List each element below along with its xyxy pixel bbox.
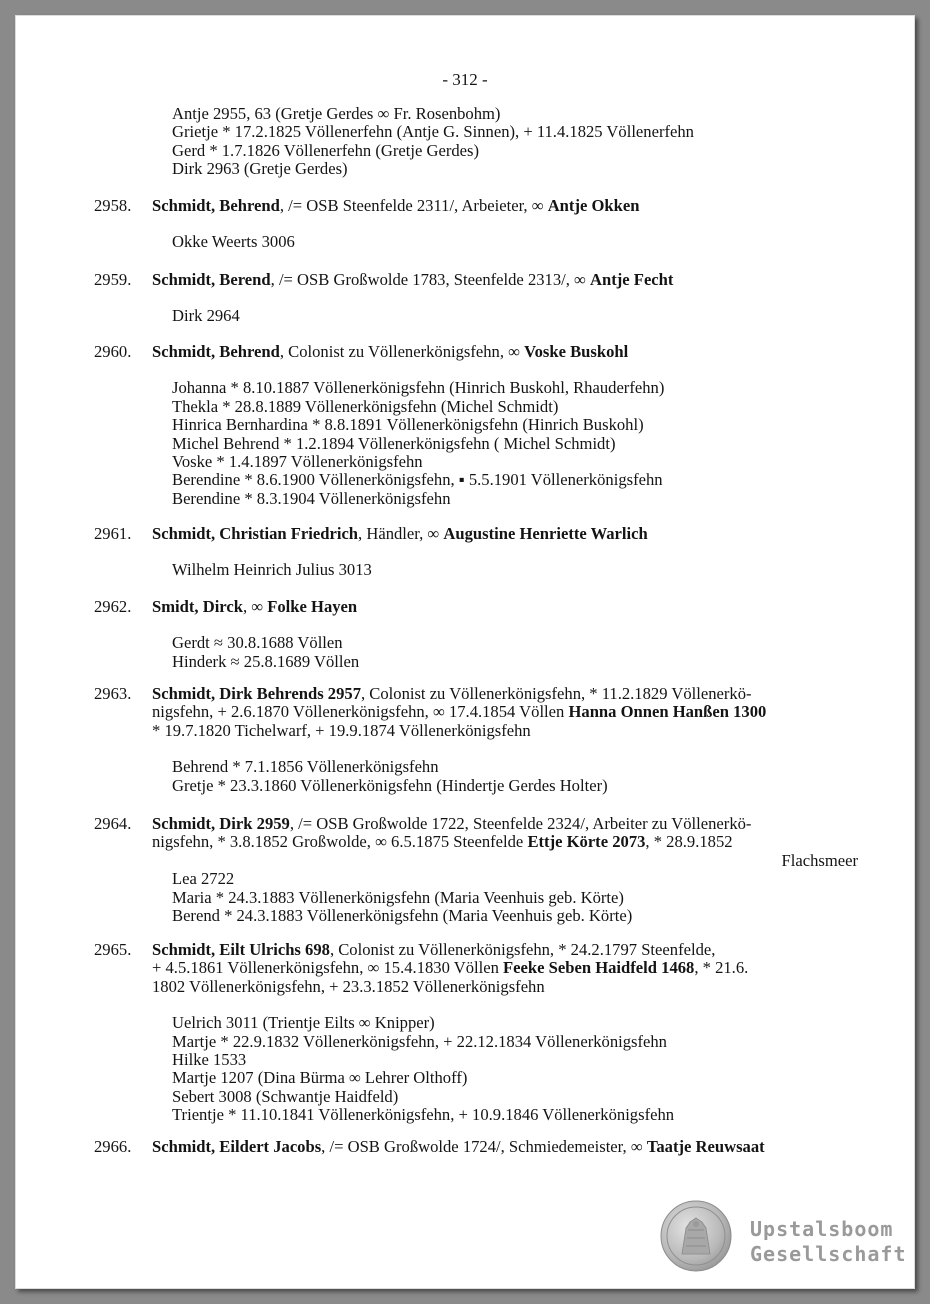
- entry-text: , Händler, ∞: [358, 524, 444, 543]
- person-name: Schmidt, Christian Friedrich: [152, 524, 359, 543]
- child-line: Michel Behrend * 1.2.1894 Völlenerkönigsfehn ( Michel Schmidt): [172, 433, 616, 453]
- child-line: Wilhelm Heinrich Julius 3013: [172, 560, 372, 580]
- child-line: Trientje * 11.10.1841 Völlenerkönigsfehn, + 10.9.1846 Völlenerkönigsfehn: [172, 1105, 675, 1125]
- child-line: Johanna * 8.10.1887 Völlenerkönigsfehn (Hinrich Buskohl, Rhauderfehn): [172, 378, 665, 398]
- entry-text: , Colonist zu Völlenerkönigsfehn, * 11.2.1829 Völlenerkö-: [361, 684, 752, 703]
- heading-line: [152, 722, 766, 740]
- entry-text: nigsfehn, * 3.8.1852 Großwolde, ∞ 6.5.1875 Steenfelde: [152, 832, 528, 852]
- entry-number: 2964.: [94, 814, 132, 833]
- entry-heading: [152, 815, 858, 870]
- child-line: Martje * 22.9.1832 Völlenerkönigsfehn, + 22.12.1834 Völlenerkönigsfehn: [172, 1031, 667, 1051]
- page-number: - 312 -: [442, 70, 488, 89]
- child-line: Voske * 1.4.1897 Völlenerkönigsfehn: [172, 452, 423, 472]
- person-name: Ettje Körte 2073: [527, 832, 646, 852]
- person-name: Schmidt, Eildert Jacobs: [152, 1137, 322, 1156]
- person-name: Schmidt, Behrend: [152, 342, 280, 361]
- person-name: Folke Hayen: [267, 597, 358, 616]
- child-line: Martje 1207 (Dina Bürma ∞ Lehrer Olthoff): [172, 1068, 468, 1088]
- entry-heading: [152, 941, 748, 996]
- entry-heading: [152, 197, 639, 215]
- entry-text: , /= OSB Großwolde 1722, Steenfelde 2324/, Arbeiter zu Völlenerkö-: [289, 814, 752, 833]
- heading-line: [152, 703, 766, 721]
- child-line: Antje 2955, 63 (Gretje Gerdes ∞ Fr. Rosenbohm): [172, 104, 501, 123]
- child-line: Dirk 2963 (Gretje Gerdes): [172, 159, 348, 179]
- person-name: Voske Buskohl: [524, 342, 629, 361]
- entry-number: 2960.: [94, 342, 132, 361]
- entry-text: , /= OSB Großwolde 1783, Steenfelde 2313/, ∞: [270, 270, 591, 289]
- heading-line: [152, 833, 858, 851]
- children-list: [172, 1014, 674, 1124]
- child-line: Lea 2722: [172, 869, 235, 889]
- entry-heading: [152, 685, 766, 740]
- entry-text: , * 21.6.: [694, 958, 749, 978]
- person-name: Schmidt, Dirk Behrends 2957: [152, 684, 361, 703]
- continuation-children: [172, 105, 694, 179]
- child-line: Thekla * 28.8.1889 Völlenerkönigsfehn (Michel Schmidt): [172, 396, 559, 416]
- child-line: Berendine * 8.6.1900 Völlenerkönigsfehn, ▪ 5.5.1901 Völlenerkönigsfehn: [172, 470, 663, 490]
- entry-number: 2961.: [94, 524, 132, 543]
- entry-text: , Colonist zu Völlenerkönigsfehn, * 24.2.1797 Steenfelde,: [329, 940, 716, 959]
- child-line: Maria * 24.3.1883 Völlenerkönigsfehn (Maria Veenhuis geb. Körte): [172, 887, 624, 907]
- society-logo-text: [750, 1217, 907, 1267]
- heading-line: [152, 815, 858, 833]
- heading-line: [152, 271, 673, 289]
- entry-text: , /= OSB Steenfelde 2311/, Arbeieter, ∞: [279, 196, 548, 215]
- entry-heading: [152, 343, 628, 361]
- child-line: Hinderk ≈ 25.8.1689 Völlen: [172, 651, 360, 671]
- child-line: Gerd * 1.7.1826 Völlenerfehn (Gretje Gerdes): [172, 140, 480, 160]
- entry-number: 2962.: [94, 597, 132, 616]
- document-page: [15, 15, 915, 1289]
- entry-text: + 4.5.1861 Völlenerkönigsfehn, ∞ 15.4.1830 Völlen: [152, 958, 504, 978]
- children-list: [172, 307, 240, 325]
- person-name: Schmidt, Dirk 2959: [152, 814, 290, 833]
- entry-number: 2966.: [94, 1137, 132, 1156]
- person-name: Schmidt, Behrend: [152, 196, 280, 215]
- entry-text: , ∞: [242, 597, 268, 616]
- heading-line: [152, 1138, 765, 1156]
- person-name: Hanna Onnen Hanßen 1300: [568, 702, 767, 722]
- heading-line: [152, 197, 639, 215]
- entry-text: * 19.7.1820 Tichelwarf, + 19.9.1874 Völlenerkönigsfehn: [152, 720, 531, 740]
- children-list: [172, 758, 608, 795]
- entry-text: nigsfehn, + 2.6.1870 Völlenerkönigsfehn, ∞ 17.4.1854 Völlen: [152, 702, 569, 722]
- entry-number: 2963.: [94, 684, 132, 703]
- entry-number: 2965.: [94, 940, 132, 959]
- person-name: Taatje Reuwsaat: [646, 1137, 765, 1156]
- entry-number: 2958.: [94, 196, 132, 215]
- child-line: Dirk 2964: [172, 306, 240, 326]
- entry-text: , Colonist zu Völlenerkönigsfehn, ∞: [279, 342, 525, 361]
- entry-heading: [152, 598, 357, 616]
- entry-number: 2959.: [94, 270, 132, 289]
- children-list: [172, 870, 632, 925]
- child-line: Berend * 24.3.1883 Völlenerkönigsfehn (Maria Veenhuis geb. Körte): [172, 906, 633, 925]
- entry-text: 1802 Völlenerkönigsfehn, + 23.3.1852 Völlenerkönigsfehn: [152, 976, 545, 996]
- children-list: [172, 634, 359, 671]
- child-line: Behrend * 7.1.1856 Völlenerkönigsfehn: [172, 757, 439, 777]
- heading-line: [152, 685, 766, 703]
- person-name: Schmidt, Berend: [152, 270, 271, 289]
- logo-line-1: Upstalsboom: [750, 1217, 894, 1241]
- child-line: Grietje * 17.2.1825 Völlenerfehn (Antje G. Sinnen), + 11.4.1825 Völlenerfehn: [172, 122, 694, 142]
- heading-line: [152, 959, 748, 977]
- person-name: Smidt, Dirck: [152, 597, 243, 616]
- child-line: Gerdt ≈ 30.8.1688 Völlen: [172, 633, 343, 653]
- logo-line-2: Gesellschaft: [750, 1242, 907, 1266]
- person-name: Augustine Henriette Warlich: [443, 524, 648, 543]
- entry-heading: [152, 525, 648, 543]
- heading-line: [152, 978, 748, 996]
- heading-line: [152, 598, 357, 616]
- entry-heading: [152, 1138, 765, 1156]
- heading-line: [152, 525, 648, 543]
- person-name: Antje Fecht: [590, 270, 674, 289]
- heading-place: Flachsmeer: [781, 850, 858, 870]
- heading-line: [152, 343, 628, 361]
- entry-text: , * 28.9.1852: [645, 832, 733, 852]
- children-list: [172, 233, 295, 251]
- child-line: Berendine * 8.3.1904 Völlenerkönigsfehn: [172, 488, 451, 508]
- child-line: Gretje * 23.3.1860 Völlenerkönigsfehn (Hindertje Gerdes Holter): [172, 775, 608, 795]
- children-list: [172, 561, 372, 579]
- person-name: Schmidt, Eilt Ulrichs 698: [152, 940, 330, 959]
- children-list: [172, 379, 664, 508]
- person-name: Antje Okken: [547, 196, 640, 215]
- child-line: Uelrich 3011 (Trientje Eilts ∞ Knipper): [172, 1013, 435, 1033]
- child-line: Sebert 3008 (Schwantje Haidfeld): [172, 1086, 399, 1106]
- child-line: Okke Weerts 3006: [172, 232, 295, 252]
- entry-heading: [152, 271, 673, 289]
- entry-text: , /= OSB Großwolde 1724/, Schmiedemeister, ∞: [321, 1137, 647, 1156]
- child-line: Hinrica Bernhardina * 8.8.1891 Völlenerkönigsfehn (Hinrich Buskohl): [172, 415, 644, 435]
- person-name: Feeke Seben Haidfeld 1468: [503, 958, 695, 978]
- heading-line: [152, 941, 748, 959]
- child-line: Hilke 1533: [172, 1050, 247, 1069]
- seal-icon: [660, 1200, 732, 1272]
